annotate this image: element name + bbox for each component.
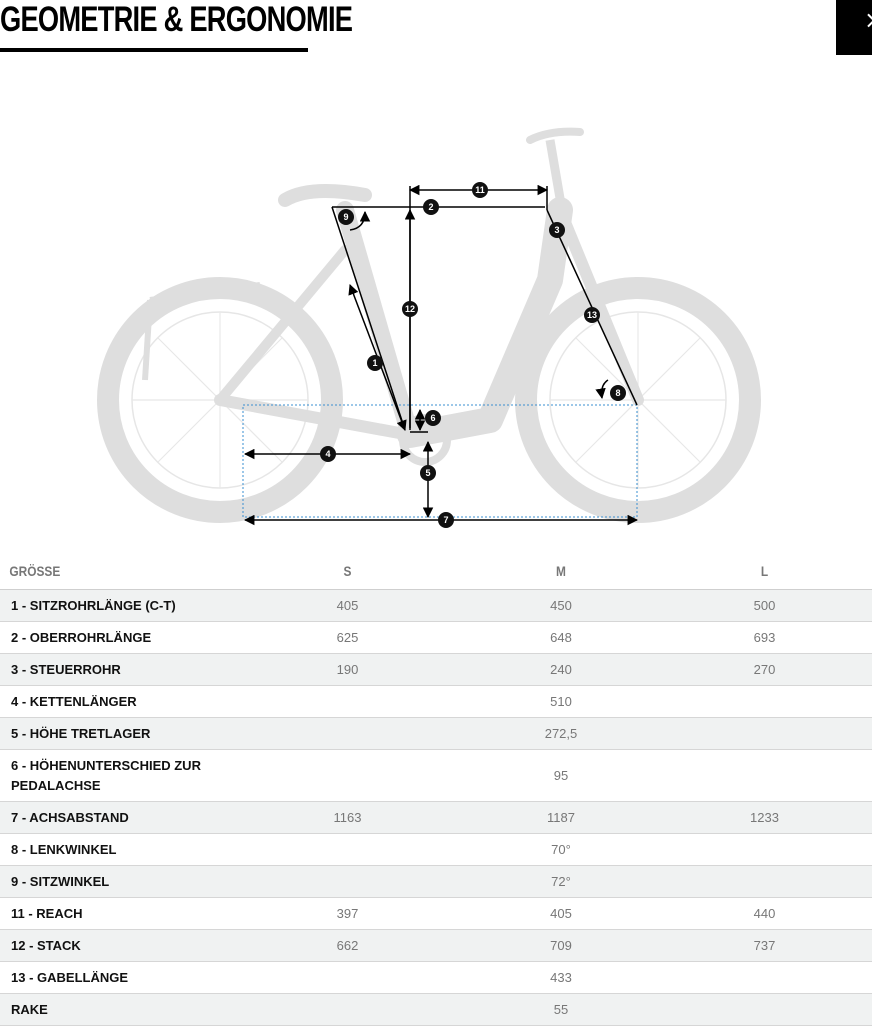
geometry-table	[0, 553, 872, 1026]
value-m: 510	[465, 686, 657, 718]
column-header-l: L	[673, 553, 856, 590]
value-s	[230, 718, 465, 750]
badge-1	[367, 355, 383, 371]
value-s: 625	[230, 622, 465, 654]
svg-text:6: 6	[430, 413, 436, 423]
value-s	[230, 750, 465, 802]
value-m: 72°	[465, 866, 657, 898]
row-label: 1 - SITZROHRLÄNGE (C-T)	[0, 590, 230, 622]
close-icon: ×	[864, 6, 884, 34]
value-l: 500	[657, 590, 872, 622]
svg-text:1: 1	[372, 358, 378, 368]
svg-text:2: 2	[428, 202, 434, 212]
value-m: 55	[465, 994, 657, 1026]
value-s: 662	[230, 930, 465, 962]
column-header-size: GRÖSSE	[0, 553, 196, 590]
svg-text:11: 11	[475, 185, 485, 195]
value-m: 709	[465, 930, 657, 962]
value-l: 270	[657, 654, 872, 686]
value-m: 433	[465, 962, 657, 994]
value-m: 95	[465, 750, 657, 802]
value-m: 240	[465, 654, 657, 686]
value-l: 1233	[657, 802, 872, 834]
table-row	[0, 802, 872, 834]
value-s	[230, 834, 465, 866]
svg-text:13: 13	[586, 310, 598, 320]
table-row	[0, 994, 872, 1026]
row-label: 13 - GABELLÄNGE	[0, 962, 230, 994]
value-l: 737	[657, 930, 872, 962]
measurement-badges	[320, 182, 626, 528]
row-label: RAKE	[0, 994, 230, 1026]
value-l: 693	[657, 622, 872, 654]
column-header-m: M	[479, 553, 642, 590]
badge-7	[438, 512, 454, 528]
table-header-row	[0, 553, 872, 590]
badge-5	[420, 465, 436, 481]
table-row	[0, 930, 872, 962]
table-row	[0, 654, 872, 686]
badge-12	[402, 301, 418, 317]
table-row	[0, 718, 872, 750]
badge-9	[338, 209, 354, 225]
badge-2	[423, 199, 439, 215]
bike-silhouette	[108, 132, 750, 512]
row-label: 7 - ACHSABSTAND	[0, 802, 230, 834]
table-row	[0, 686, 872, 718]
svg-text:7: 7	[443, 515, 449, 525]
value-s	[230, 962, 465, 994]
svg-text:9: 9	[343, 212, 349, 222]
value-m: 272,5	[465, 718, 657, 750]
value-s	[230, 686, 465, 718]
svg-text:4: 4	[325, 449, 331, 459]
value-l	[657, 718, 872, 750]
value-l	[657, 994, 872, 1026]
row-label: 11 - REACH	[0, 898, 230, 930]
table-row	[0, 834, 872, 866]
value-l	[657, 866, 872, 898]
page-title: GEOMETRIE & ERGONOMIE	[0, 0, 353, 39]
table-row	[0, 898, 872, 930]
row-label: 12 - STACK	[0, 930, 230, 962]
row-label: 8 - LENKWINKEL	[0, 834, 230, 866]
value-l	[657, 750, 872, 802]
value-s: 1163	[230, 802, 465, 834]
badge-13	[584, 307, 600, 323]
table-row	[0, 750, 872, 802]
badge-11	[472, 182, 488, 198]
table-row	[0, 866, 872, 898]
value-l	[657, 834, 872, 866]
row-label: 6 - HÖHENUNTERSCHIED ZUR PEDALACHSE	[0, 750, 230, 802]
value-l	[657, 962, 872, 994]
value-m: 405	[465, 898, 657, 930]
table-row	[0, 622, 872, 654]
close-button[interactable]	[836, 0, 884, 55]
svg-text:12: 12	[404, 304, 416, 314]
bike-geometry-diagram	[110, 100, 770, 550]
row-label: 2 - OBERROHRLÄNGE	[0, 622, 230, 654]
value-m: 450	[465, 590, 657, 622]
badge-6	[425, 410, 441, 426]
svg-text:5: 5	[425, 468, 431, 478]
table-row	[0, 590, 872, 622]
value-m: 1187	[465, 802, 657, 834]
table-row	[0, 962, 872, 994]
value-s	[230, 994, 465, 1026]
value-l: 440	[657, 898, 872, 930]
column-header-s: S	[248, 553, 448, 590]
value-m: 70°	[465, 834, 657, 866]
row-label: 4 - KETTENLÄNGER	[0, 686, 230, 718]
badge-3	[549, 222, 565, 238]
value-s	[230, 866, 465, 898]
title-underline	[0, 48, 308, 52]
value-l	[657, 686, 872, 718]
value-s: 397	[230, 898, 465, 930]
value-s: 405	[230, 590, 465, 622]
svg-text:3: 3	[554, 225, 560, 235]
badge-8	[610, 385, 626, 401]
svg-text:8: 8	[615, 388, 621, 398]
row-label: 3 - STEUERROHR	[0, 654, 230, 686]
row-label: 9 - SITZWINKEL	[0, 866, 230, 898]
badge-4	[320, 446, 336, 462]
value-s: 190	[230, 654, 465, 686]
row-label: 5 - HÖHE TRETLAGER	[0, 718, 230, 750]
value-m: 648	[465, 622, 657, 654]
